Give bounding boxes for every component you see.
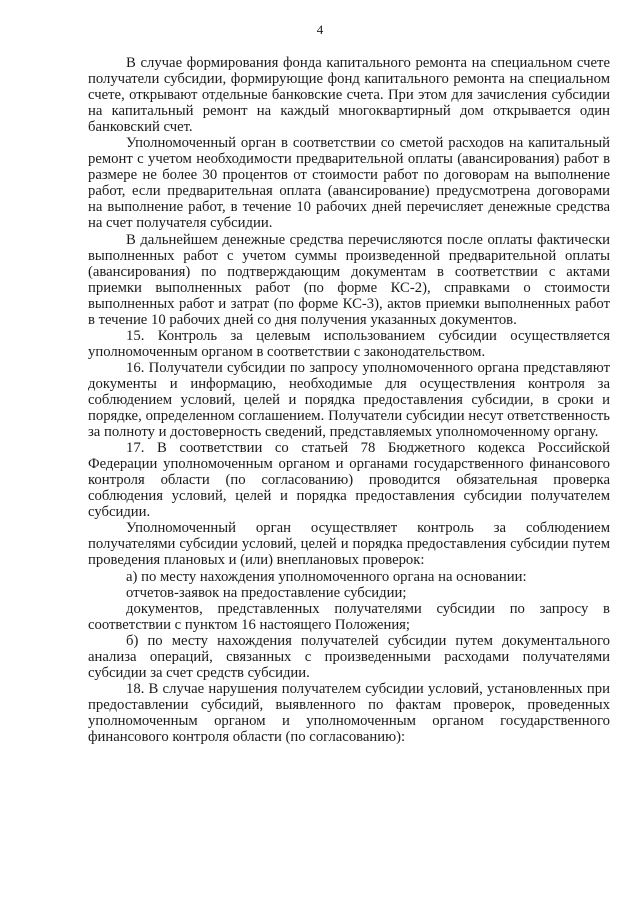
paragraph: документов, представленных получателями субсидии по запросу в соответствии с пунктом 16 настоящего Положения; (88, 600, 610, 633)
paragraph: 18. В случае нарушения получателем субсидии условий, установленных при предоставлении субсидий, выявленного по фактам проверок, проведенных уполномоченным органом и уполномоченным органом государственного финансового контроля области (по согласованию): (88, 680, 610, 745)
paragraph: 15. Контроль за целевым использованием субсидии осуществляется уполномоченным органом в соответствии с законодательством. (88, 327, 610, 360)
paragraph: а) по месту нахождения уполномоченного органа на основании: (126, 568, 527, 585)
paragraph: Уполномоченный орган в соответствии со сметой расходов на капитальный ремонт с учетом необходимости предварительной оплаты (авансирования) работ в размере не более 30 процентов от стоимости работ по договорам на выполнение работ, если предварительная оплата (авансирование) предусмотрена договорами на выполнение работ, в течение 10 рабочих дней перечисляет денежные средства на счет получателя субсидии. (88, 135, 610, 232)
paragraph: Уполномоченный орган осуществляет контроль за соблюдением получателями субсидии условий, целей и порядка предоставления субсидии путем проведения плановых и (или) внеплановых проверок: (88, 520, 610, 569)
paragraph: б) по месту нахождения получателей субсидии путем документального анализа операций, связанных с произведенными расходами получателями субсидии за счет средств субсидии. (88, 632, 610, 681)
paragraph: отчетов-заявок на предоставление субсидии; (126, 584, 407, 601)
paragraph: В дальнейшем денежные средства перечисляются после оплаты фактически выполненных работ с учетом суммы произведенной предварительной оплаты (авансирования) по подтверждающим документам в соответствии с актами приемки выполненных работ (по форме КС-2), справками о стоимости выполненных работ и затрат (по форме КС-3), актов приемки выполненных работ в течение 10 рабочих дней со дня получения указанных документов. (88, 231, 610, 328)
paragraph: В случае формирования фонда капитального ремонта на специальном счете получатели субсидии, формирующие фонд капитального ремонта на специальном счете, открывают отдельные банковские счета. При этом для зачисления субсидии на капитальный ремонт на каждый многоквартирный дом открывается один банковский счет. (88, 55, 610, 136)
document-body (88, 55, 610, 745)
page-number: 4 (316, 22, 324, 37)
paragraph: 17. В соответствии со статьей 78 Бюджетного кодекса Российской Федерации уполномоченным органом и органами государственного финансового контроля области (по согласованию) проводится обязательная проверка соблюдения условий, целей и порядка предоставления субсидии получателем субсидии. (88, 440, 610, 521)
paragraph: 16. Получатели субсидии по запросу уполномоченного органа представляют документы и информацию, необходимые для осуществления контроля за соблюдением условий, целей и порядка предоставления субсидии, в сроки и порядке, определенном соглашением. Получатели субсидии несут ответственность за полноту и достоверность сведений, представляемых уполномоченному органу. (88, 359, 610, 441)
